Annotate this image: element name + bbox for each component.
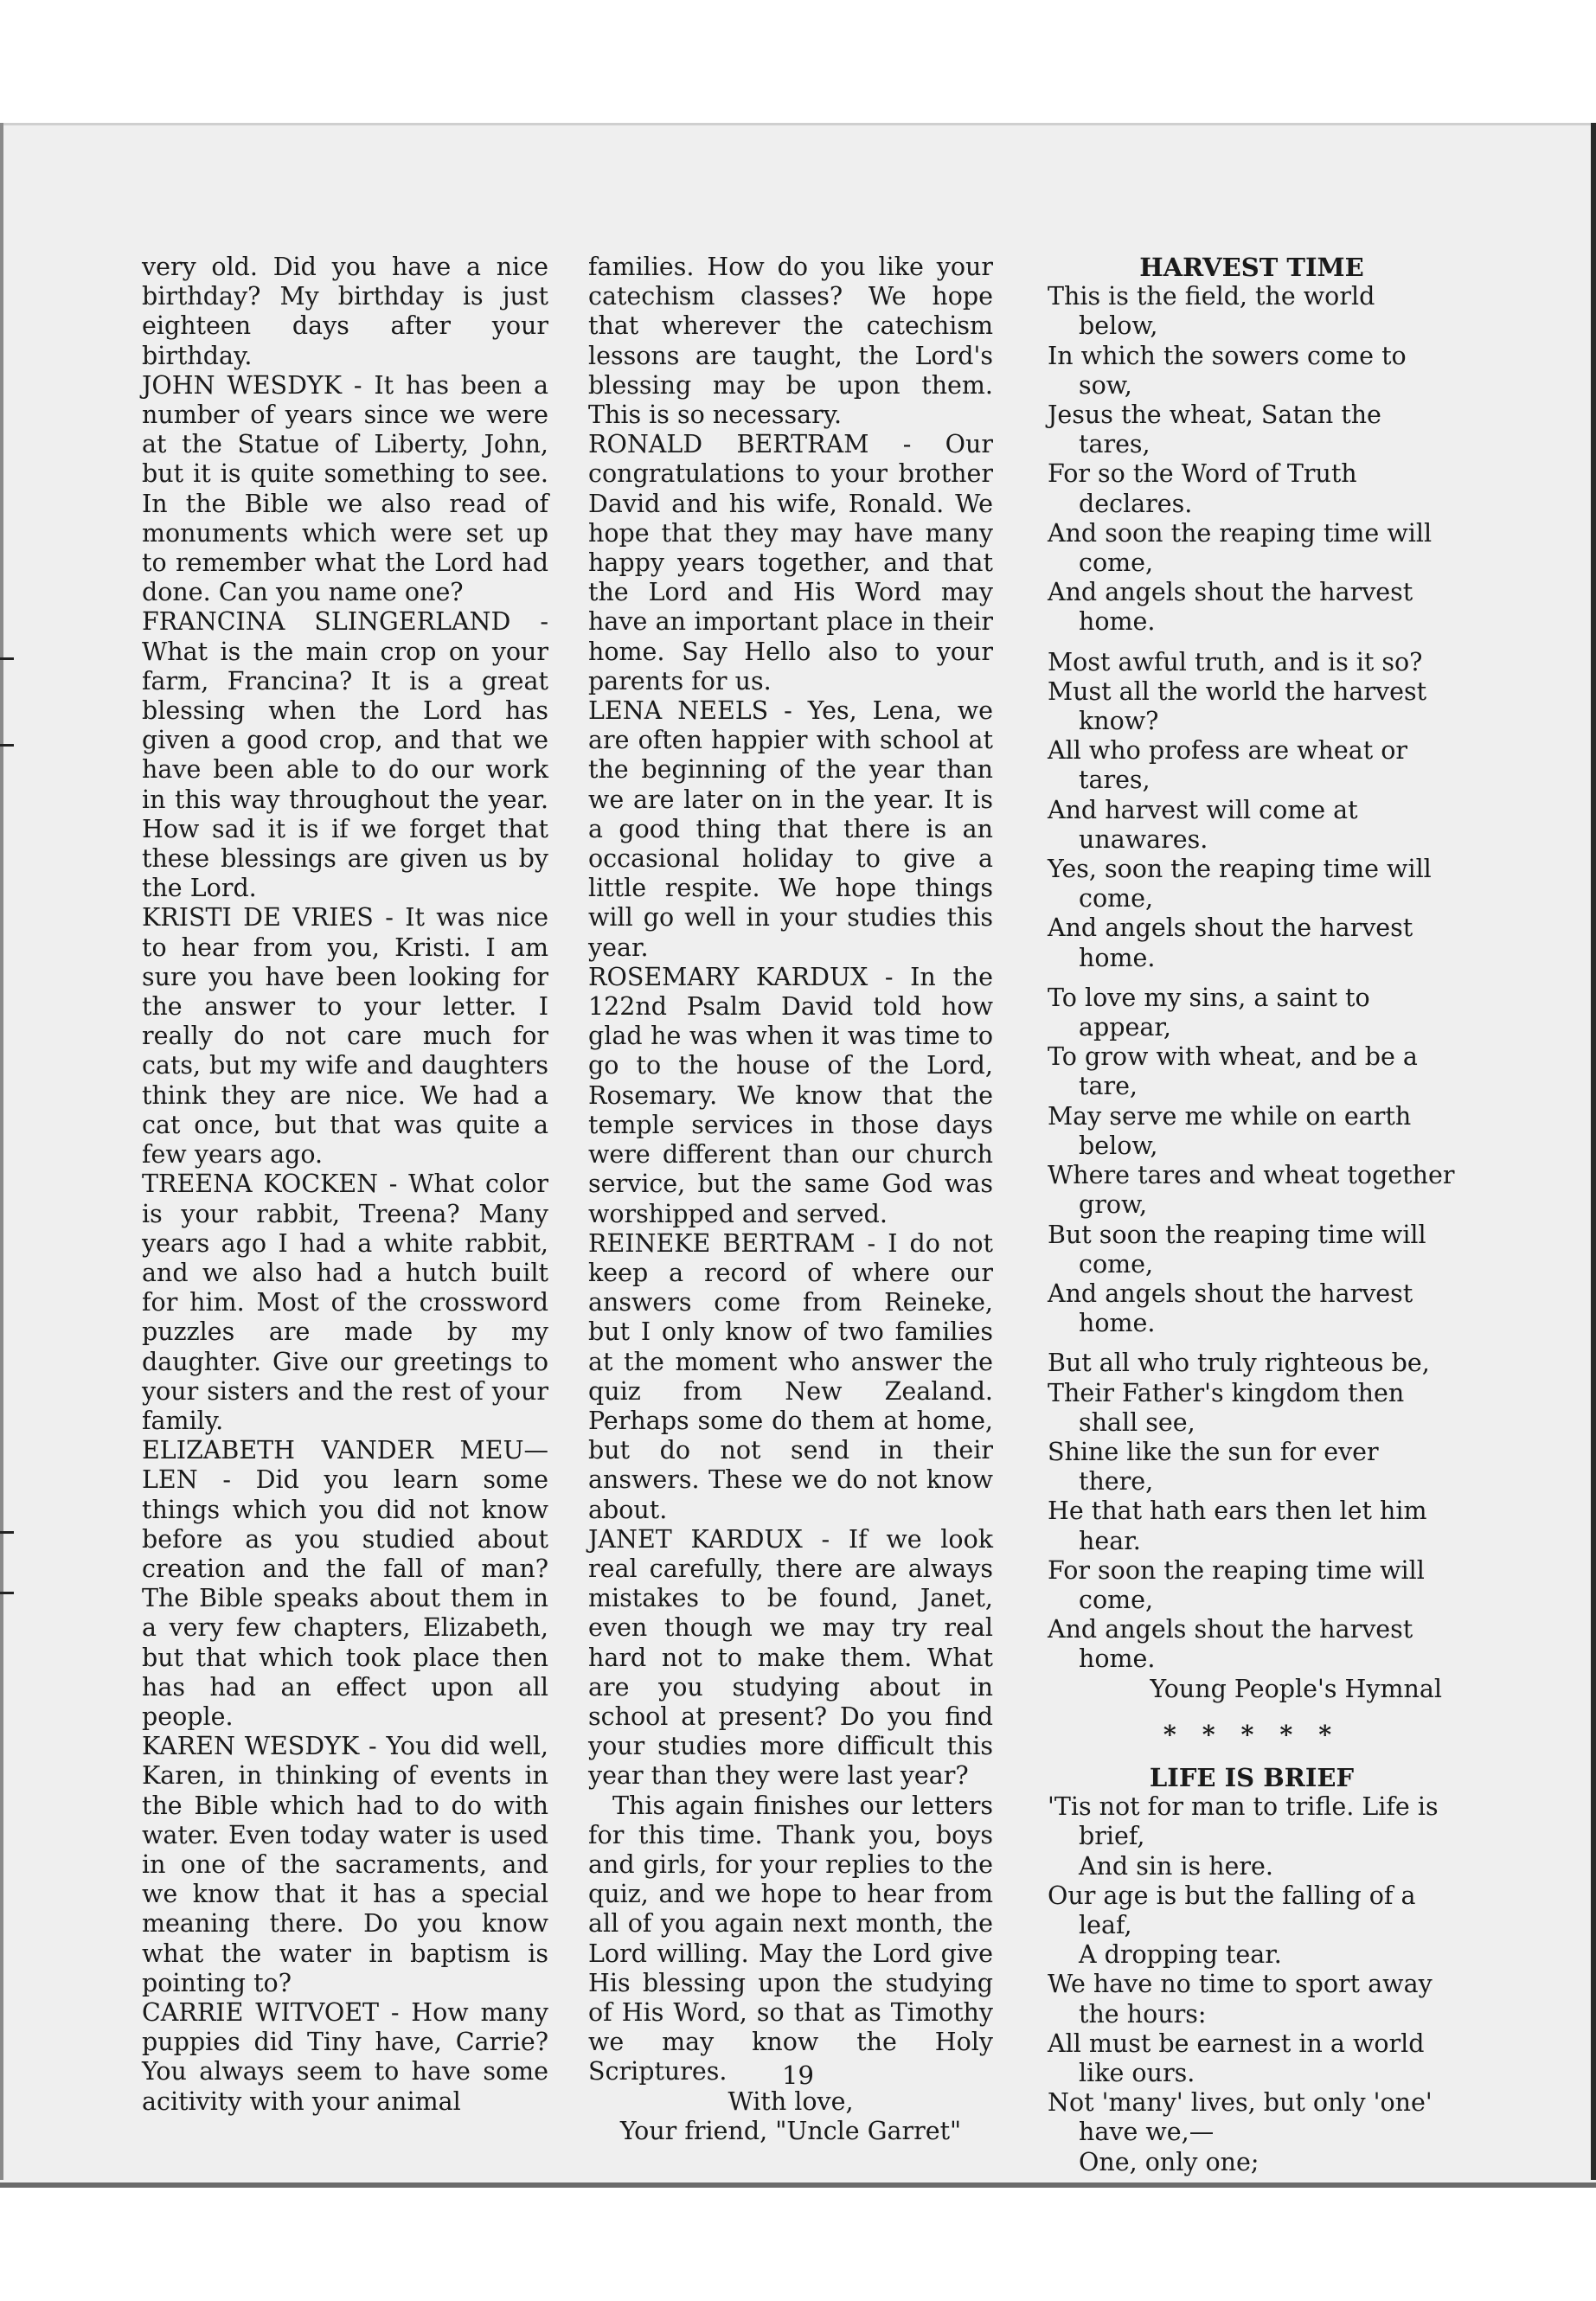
poem-line: And soon the reaping time will come, xyxy=(1048,518,1433,578)
poem-line: A dropping tear. xyxy=(1079,1940,1282,1970)
harvest-poem-title: HARVEST TIME xyxy=(1139,253,1364,282)
poem-line: Our age is but the falling of a leaf, xyxy=(1048,1881,1416,1939)
poem-line: But all who truly righteous be, xyxy=(1048,1349,1430,1378)
letter-paragraph: FRANCINA SLINGERLAND - What is the main crop on your farm, Francina? It is a great blessing when the Lord has given a good crop, and that we have been able to do our work in this way throughout the year. How sad it is if we forget that these blessings are given us by the Lord. xyxy=(142,607,548,903)
letter-paragraph: RONALD BERTRAM - Our congratulations to your brother David and his wife, Ronald. We hope that they may have many happy years together, and that the Lord and His Word may have an important place in their home. Say Hello also to your parents for us. xyxy=(588,430,993,695)
letter-paragraph: KAREN WESDYK - You did well, Karen, in thinking of events in the Bible which had to do with water. Even today water is used in one of the sacraments, and we know that it has a special meaning there. Do you know what the water in baptism is pointing to? xyxy=(142,1732,548,1997)
letter-paragraph: JOHN WESDYK - It has been a number of years since we were at the Statue of Liberty, John, but it is quite something to see. In the Bible we also read of monuments which were set up to remember what the Lord had done. Can you name one? xyxy=(142,370,548,607)
section-separator: * * * * * xyxy=(1163,1719,1341,1749)
poem-line: And angels shout the harvest home. xyxy=(1048,1279,1413,1338)
poems-column xyxy=(1048,253,1456,2177)
poem-line: Their Father's kingdom then shall see, xyxy=(1048,1378,1405,1437)
signature: Your friend, "Uncle Garret" xyxy=(619,2116,962,2145)
poem-line: Must all the world the harvest know? xyxy=(1048,676,1427,736)
poem-line: Where tares and wheat together grow, xyxy=(1048,1161,1455,1220)
letters-column-2 xyxy=(588,253,993,2146)
poem-line: And harvest will come at unawares. xyxy=(1048,795,1358,854)
poem-line: But soon the reaping time will come, xyxy=(1048,1220,1426,1279)
poem-attribution: Young People's Hymnal xyxy=(1150,1674,1442,1703)
poem-line: Jesus the wheat, Satan the tares, xyxy=(1048,401,1381,459)
letter-paragraph: very old. Did you have a nice birthday? My birthday is just eighteen days after your birthday. xyxy=(142,253,548,370)
poem-line: One, only one; xyxy=(1079,2147,1259,2176)
poem-line: To love my sins, a saint to appear, xyxy=(1048,983,1370,1042)
poem-line: And sin is here. xyxy=(1079,1851,1273,1881)
letter-paragraph: TREENA KOCKEN - What color is your rabbit, Treena? Many years ago I had a white rabbit, and we also had a hutch built for him. Most of the crossword puzzles are made by my daughter. Give our greetings to your sisters and the rest of your family. xyxy=(142,1170,548,1435)
poem-line: Shine like the sun for ever there, xyxy=(1048,1437,1379,1497)
page-right-edge xyxy=(1591,123,1596,2180)
closing-paragraph: This again finishes our letters for this time. Thank you, boys and girls, for your replies to the quiz, and we hope to hear from all of you again next month, the Lord willing. May the Lord give His blessing upon the studying of His Word, so that as Timothy we may know the Holy Scriptures. xyxy=(588,1791,993,2086)
scan-background xyxy=(0,0,1596,121)
poem-line: For so the Word of Truth declares. xyxy=(1048,459,1357,518)
binding-mark xyxy=(0,1592,14,1594)
letter-paragraph: families. How do you like your catechism classes? We hope that wherever the catechism lessons are taught, the Lord's blessing may be upon them. This is so necessary. xyxy=(588,253,993,430)
poem-line: Not 'many' lives, but only 'one' have we,— xyxy=(1048,2088,1433,2147)
letters-column-1 xyxy=(142,253,548,2117)
letter-paragraph: CARRIE WITVOET - How many puppies did Tiny have, Carrie? You always seem to have some acitivity with your animal xyxy=(142,1997,548,2116)
binding-mark xyxy=(0,657,14,660)
letter-paragraph: ELIZABETH VANDER MEU—LEN - Did you learn some things which you did not know before as you studied about creation and the fall of man? The Bible speaks about them in a very few chapters, Elizabeth, but that which took place then has had an effect upon all people. xyxy=(142,1436,548,1731)
letter-paragraph: JANET KARDUX - If we look real carefully, there are always mistakes to be found, Janet, even though we may try real hard not to make them. What are you studying about in school at present? Do you find your studies more difficult this year than they were last year? xyxy=(588,1524,993,1791)
page-left-edge xyxy=(0,123,3,2180)
letter-paragraph: REINEKE BERTRAM - I do not keep a record of where our answers come from Reineke, but I only know of two families at the moment who answer the quiz from New Zealand. Perhaps some do them at home, but do not send in their answers. These we do not know about. xyxy=(588,1228,993,1524)
poem-line: And angels shout the harvest home. xyxy=(1048,913,1413,972)
poem-line: This is the field, the world below, xyxy=(1048,282,1375,341)
poem-line: And angels shout the harvest home. xyxy=(1048,1615,1413,1674)
poem-line: To grow with wheat, and be a tare, xyxy=(1048,1042,1418,1101)
brief-poem-title: LIFE IS BRIEF xyxy=(1149,1762,1355,1792)
poem-line: In which the sowers come to sow, xyxy=(1048,341,1407,400)
poem-line: All must be earnest in a world like ours. xyxy=(1048,2029,1425,2087)
poem-line: We have no time to sport away the hours: xyxy=(1048,1970,1433,2029)
poem-line: Yes, soon the reaping time will come, xyxy=(1048,855,1432,913)
poem-line: 'Tis not for man to trifle. Life is brief, xyxy=(1048,1792,1439,1851)
binding-mark xyxy=(0,1531,14,1534)
poem-line: Most awful truth, and is it so? xyxy=(1048,647,1423,676)
letter-paragraph: ROSEMARY KARDUX - In the 122nd Psalm David told how glad he was when it was time to go to the house of the Lord, Rosemary. We know that the temple services in those days were different than our church service, but the same God was worshipped and served. xyxy=(588,962,993,1228)
poem-line: And angels shout the harvest home. xyxy=(1048,578,1413,637)
salutation: With love, xyxy=(727,2086,854,2116)
poem-line: For soon the reaping time will come, xyxy=(1048,1555,1425,1614)
binding-mark xyxy=(0,744,14,747)
poem-line: He that hath ears then let him hear. xyxy=(1048,1497,1427,1555)
letter-paragraph: LENA NEELS - Yes, Lena, we are often happier with school at the beginning of the year than we are later on in the year. It is a good thing that there is an occasional holiday to give a little respite. We hope things will go well in your studies this year. xyxy=(588,696,993,962)
poem-line: May serve me while on earth below, xyxy=(1048,1101,1412,1160)
poem-line: All who profess are wheat or tares, xyxy=(1048,736,1408,795)
page-number: 19 xyxy=(782,2061,814,2090)
letter-paragraph: KRISTI DE VRIES - It was nice to hear from you, Kristi. I am sure you have been looking for the answer to your letter. I really do not care much for cats, but my wife and daughters think they are nice. We had a cat once, but that was quite a few years ago. xyxy=(142,903,548,1170)
